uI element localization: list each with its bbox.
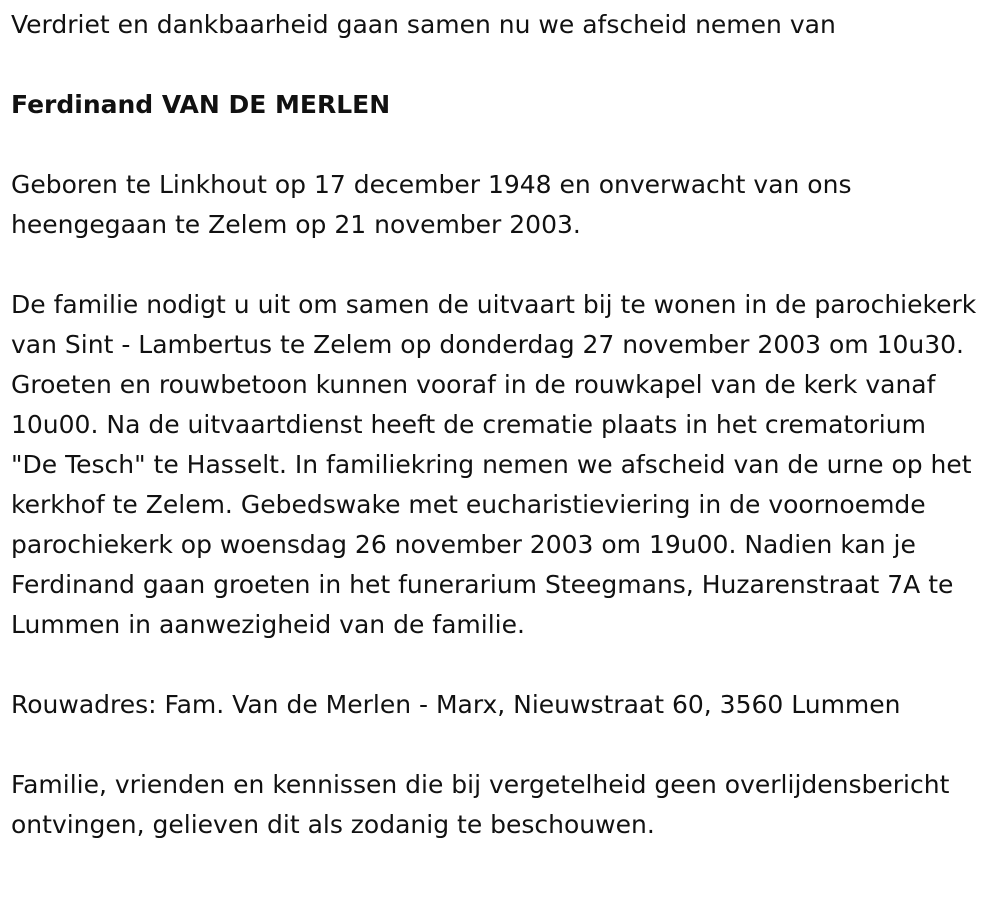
closing-text: Familie, vrienden en kennissen die bij vergetelheid geen overlijdensbericht ontvingen, gelieven dit als zodanig te beschouwen. <box>11 770 950 839</box>
mourning-address: Rouwadres: Fam. Van de Merlen - Marx, Nieuwstraat 60, 3560 Lummen <box>11 690 901 719</box>
intro-text: Verdriet en dankbaarheid gaan samen nu we afscheid nemen van <box>11 10 836 39</box>
funeral-details-text: De familie nodigt u uit om samen de uitvaart bij te wonen in de parochiekerk van Sint - Lambertus te Zelem op donderdag 27 november 2003 om 10u30. Groeten en rouwbetoon kunnen vooraf in de rouwkapel van de kerk vanaf 10u00. Na de uitvaartdienst heeft de crematie plaats in het crematorium "De Tesch" te Hasselt. In familiekring nemen we afscheid van de urne op het kerkhof te Zelem. Gebedswake met eucharistieviering in de voornoemde parochiekerk op woensdag 26 november 2003 om 19u00. Nadien kan je Ferdinand gaan groeten in het funerarium Steegmans, Huzarenstraat 7A te Lummen in aanwezigheid van de familie. <box>11 290 977 639</box>
deceased-name: Ferdinand VAN DE MERLEN <box>11 90 391 119</box>
birth-death-text: Geboren te Linkhout op 17 december 1948 en onverwacht van ons heengegaan te Zelem op 21 november 2003. <box>11 170 852 239</box>
